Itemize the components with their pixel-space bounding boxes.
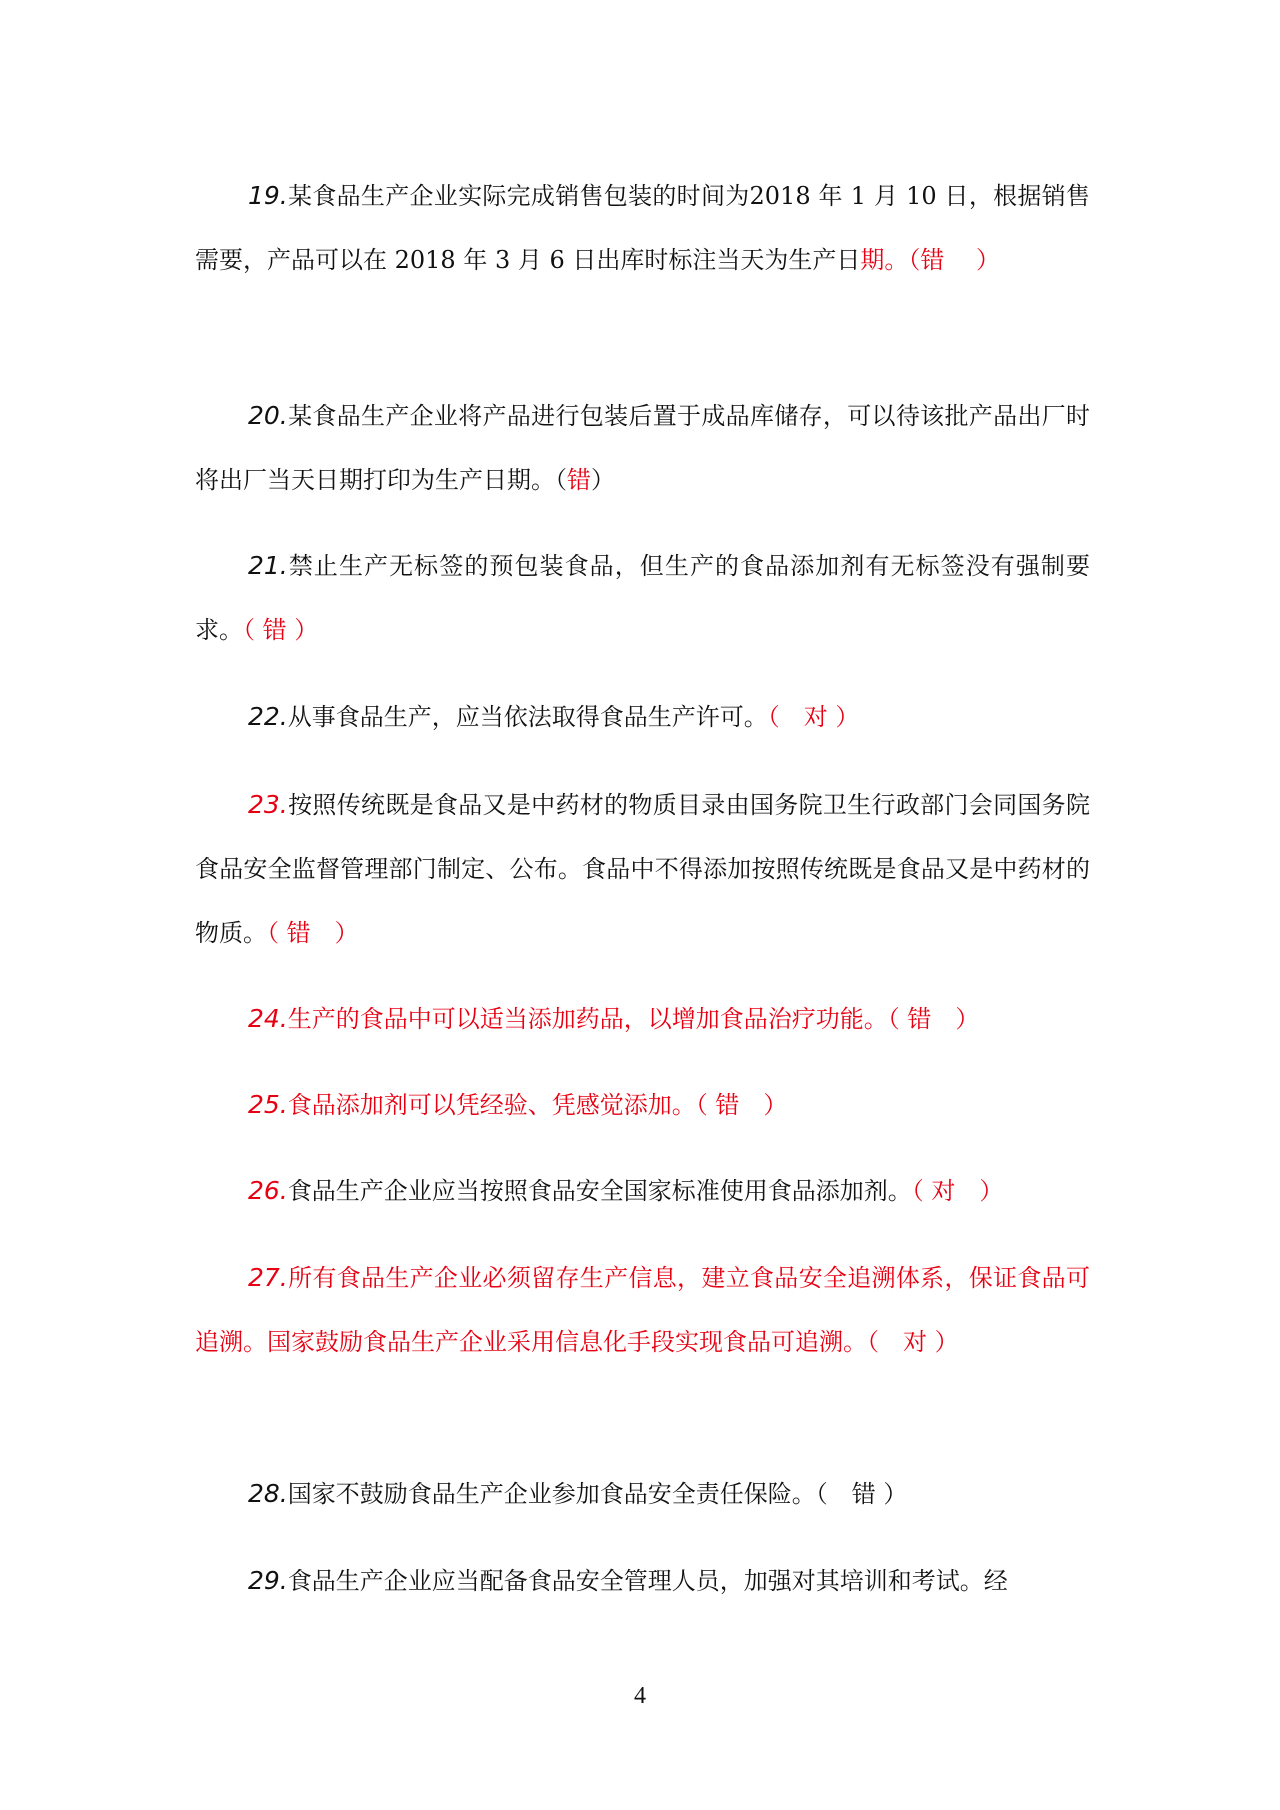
question-text: 某食品生产企业将产品进行包装后置于成品库储存，可以待该批产品出厂时将出厂当天日期打印为生产日期。（: [195, 402, 1090, 494]
answer-mark: （ 错 ）: [267, 919, 359, 947]
answer-mark: （ 对 ）: [911, 1177, 1004, 1205]
answer-mark: （ 错 ）: [243, 616, 319, 644]
answer-mark: （ 对 ）: [767, 703, 860, 731]
question-20: [195, 384, 1090, 512]
question-21: [195, 534, 1090, 662]
question-19: [195, 164, 1090, 292]
question-23: [195, 773, 1090, 965]
question-text-highlight: 期。: [860, 246, 909, 274]
question-number: 20.: [248, 401, 288, 430]
question-27: [195, 1246, 1090, 1374]
question-text: 食品生产企业应当按照食品安全国家标准使用食品添加剂。: [287, 1177, 912, 1205]
answer-mark: （ 错 ）: [695, 1091, 788, 1119]
question-text: 食品生产企业应当配备食品安全管理人员，加强对其培训和考试。经: [287, 1567, 1008, 1595]
question-28: [195, 1462, 1090, 1526]
question-22: [195, 685, 1090, 749]
question-number: 29.: [248, 1566, 288, 1595]
question-text: 禁止生产无标签的预包装食品，但生产的食品添加剂有无标签没有强制要求。: [195, 552, 1090, 644]
question-text: 国家不鼓励食品生产企业参加食品安全责任保险。（: [287, 1480, 828, 1508]
answer-mark: 错: [827, 1480, 876, 1508]
question-number: 21.: [248, 551, 288, 580]
question-text: 生产的食品中可以适当添加药品，以增加食品治疗功能。: [287, 1005, 888, 1033]
question-text: 食品添加剂可以凭经验、凭感觉添加。: [287, 1091, 696, 1119]
question-text: 按照传统既是食品又是中药材的物质目录由国务院卫生行政部门会同国务院食品安全监督管理部门制定、公布。食品中不得添加按照传统既是食品又是中药材的物质。: [195, 791, 1090, 947]
question-text: 所有食品生产企业必须留存生产信息，建立食品安全追溯体系，保证食品可追溯。国家鼓励食品生产企业采用信息化手段实现食品可追溯。: [195, 1264, 1090, 1356]
question-text: 某食品生产企业实际完成销售包装的时间为2018 年 1 月 10 日，根据销售需要，产品可以在 2018 年 3 月 6 日出库时标注当天为生产日: [195, 182, 1090, 274]
question-number: 23.: [248, 790, 288, 819]
question-number: 27.: [248, 1263, 288, 1292]
question-29: [195, 1549, 1090, 1613]
answer-mark: 错: [567, 466, 591, 494]
answer-mark: （错 ）: [908, 246, 1001, 274]
answer-mark: （ 错 ）: [887, 1005, 980, 1033]
question-number: 26.: [248, 1176, 288, 1205]
question-26: [195, 1159, 1090, 1223]
question-number: 22.: [248, 702, 288, 731]
question-number: 25.: [248, 1090, 288, 1119]
page-number: 4: [634, 1683, 646, 1709]
answer-close: ）: [875, 1480, 908, 1508]
question-number: 28.: [248, 1479, 288, 1508]
answer-close: ）: [591, 466, 615, 494]
question-25: [195, 1073, 1090, 1137]
question-number: 24.: [248, 1004, 288, 1033]
question-number: 19.: [248, 181, 288, 210]
question-text: 从事食品生产，应当依法取得食品生产许可。: [287, 703, 768, 731]
question-24: [195, 987, 1090, 1051]
answer-mark: （ 对 ）: [867, 1328, 959, 1356]
